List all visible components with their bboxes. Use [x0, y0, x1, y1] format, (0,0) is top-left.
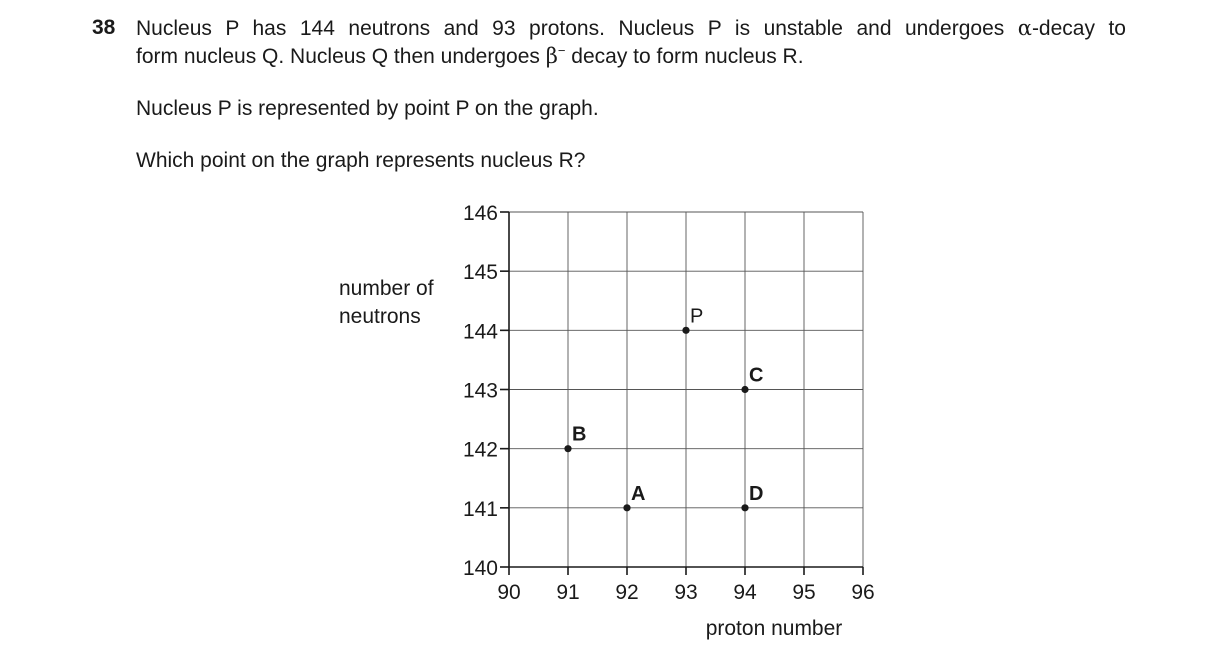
- x-tick-label: 92: [615, 581, 639, 604]
- tick-marks: [500, 212, 863, 575]
- point-p-marker: [682, 327, 689, 334]
- point-p-label: P: [690, 305, 704, 328]
- data-points: [564, 305, 763, 511]
- x-axis-label: proton number: [705, 617, 843, 640]
- instruction-paragraph: Nucleus P is represented by point P on the graph.: [136, 97, 599, 120]
- grid-lines: [509, 212, 863, 567]
- question-prompt: Which point on the graph represents nucleus R?: [136, 149, 586, 172]
- y-tick-label: 144: [462, 320, 498, 344]
- point-d-marker: [741, 504, 748, 511]
- alpha-symbol: α: [1017, 16, 1032, 40]
- point-a-marker: [623, 504, 630, 511]
- question-number: 38: [92, 16, 116, 39]
- point-a-label: A: [631, 482, 646, 505]
- point-d-label: D: [749, 482, 764, 505]
- x-tick-label: 95: [792, 581, 816, 604]
- x-tick-label: 91: [556, 581, 580, 604]
- y-axis-label-line: number of: [339, 277, 434, 300]
- question-text-segment: Nucleus P has 144 neutrons and 93 protons. Nucleus P is unstable and undergoes: [136, 17, 1018, 40]
- point-b-label: B: [572, 423, 587, 446]
- y-tick-label: 143: [462, 379, 498, 403]
- axis-labels: [339, 277, 842, 640]
- point-b-marker: [564, 445, 571, 452]
- question-text-segment: decay to form nucleus R.: [565, 45, 804, 68]
- question-text-segment: form nucleus Q. Nucleus Q then undergoes: [136, 45, 546, 68]
- tick-labels: [463, 202, 875, 604]
- x-tick-label: 90: [497, 581, 521, 604]
- y-tick-label: 141: [462, 497, 498, 521]
- question-text-segment: -decay to: [1031, 17, 1126, 40]
- y-tick-label: 142: [462, 438, 498, 462]
- x-tick-label: 93: [674, 581, 698, 604]
- y-axis-label-line: neutrons: [339, 305, 421, 328]
- y-tick-label: 145: [462, 261, 498, 285]
- y-tick-label: 146: [462, 202, 498, 225]
- beta-minus-superscript: −: [557, 43, 566, 58]
- y-tick-label: 140: [462, 557, 498, 580]
- beta-symbol: β: [545, 44, 558, 68]
- point-c-marker: [741, 386, 748, 393]
- point-c-label: C: [749, 364, 764, 387]
- x-tick-label: 94: [733, 581, 757, 604]
- x-tick-label: 96: [851, 581, 875, 604]
